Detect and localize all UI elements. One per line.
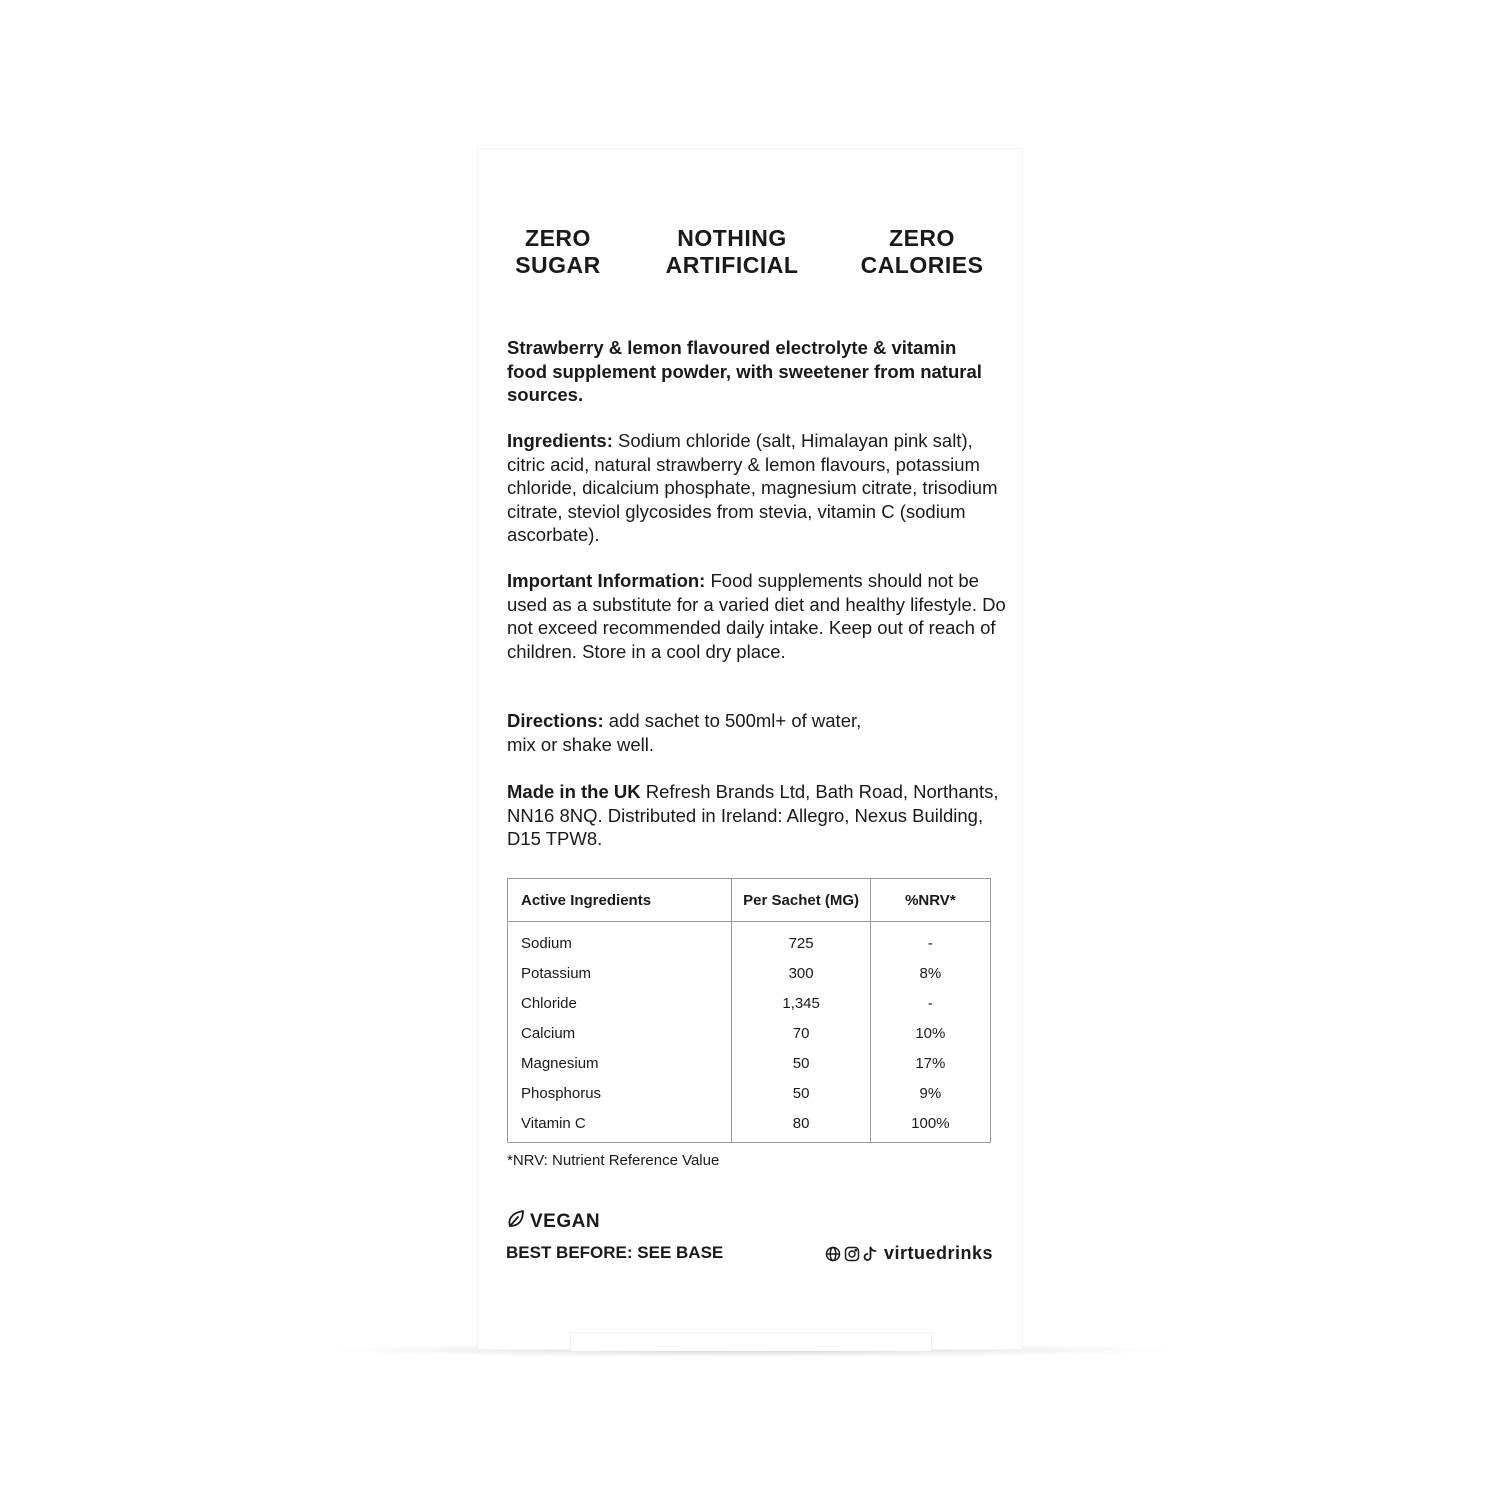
nrv-footnote: *NRV: Nutrient Reference Value — [507, 1152, 720, 1169]
nrv-value: 10% — [870, 1018, 990, 1048]
per-sachet-value: 300 — [732, 958, 870, 988]
table-row — [508, 958, 991, 988]
table-row — [508, 922, 991, 959]
globe-icon — [825, 1246, 841, 1262]
nrv-value: - — [870, 988, 990, 1018]
ingredients-text: Ingredients: Sodium chloride (salt, Himalayan pink salt), citric acid, natural strawberry & lemon flavours, potassium chloride, dicalcium phosphate, magnesium citrate, trisodium citrate, steviol glycosides from stevia, vitamin C (sodium ascorbate). — [507, 430, 998, 545]
per-sachet-value: 50 — [732, 1078, 870, 1108]
per-sachet-value: 80 — [732, 1108, 870, 1143]
vegan-label: VEGAN — [530, 1211, 601, 1232]
table-row — [508, 1018, 991, 1048]
package-tab — [570, 1332, 932, 1351]
nrv-value: 100% — [870, 1108, 990, 1143]
header-active-ingredients: Active Ingredients — [508, 879, 732, 922]
product-description: Strawberry & lemon flavoured electrolyte & vitamin food supplement powder, with sweetener from natural sources. — [507, 337, 982, 405]
header-per-sachet: Per Sachet (MG) — [732, 879, 870, 922]
per-sachet-value: 1,345 — [732, 988, 870, 1018]
leaf-icon — [507, 1209, 525, 1235]
ingredient-name: Vitamin C — [508, 1108, 732, 1143]
ingredient-name: Phosphorus — [508, 1078, 732, 1108]
claim-zero-calories: ZERO CALORIES — [860, 225, 984, 278]
claim-nothing-artificial: NOTHING ARTIFICIAL — [665, 225, 799, 278]
claim-zero-sugar: ZERO SUGAR — [515, 225, 601, 278]
important-label: Important Information: — [507, 570, 706, 591]
ingredient-name: Chloride — [508, 988, 732, 1018]
important-information-text: Important Information: Food supplements should not be used as a substitute for a varied diet and healthy lifestyle. Do not exceed recommended daily intake. Keep out of reach of children. Store in a cool dry place. — [507, 570, 1006, 662]
per-sachet-value: 725 — [732, 922, 870, 959]
nrv-value: 9% — [870, 1078, 990, 1108]
tiktok-icon — [863, 1246, 877, 1262]
table-row — [508, 988, 991, 1018]
nrv-value: 17% — [870, 1048, 990, 1078]
table-row — [508, 1078, 991, 1108]
ingredient-name: Magnesium — [508, 1048, 732, 1078]
ingredient-name: Potassium — [508, 958, 732, 988]
table-row — [508, 1048, 991, 1078]
nrv-value: 8% — [870, 958, 990, 988]
header-nrv: %NRV* — [870, 879, 990, 922]
best-before-text: BEST BEFORE: SEE BASE — [506, 1243, 724, 1262]
social-handle: virtuedrinks — [883, 1243, 993, 1263]
active-ingredients-table — [507, 878, 991, 1143]
per-sachet-value: 50 — [732, 1048, 870, 1078]
made-in-label: Made in the UK — [507, 781, 641, 802]
ingredients-label: Ingredients: — [507, 430, 613, 451]
ingredient-name: Sodium — [508, 922, 732, 959]
ingredient-name: Calcium — [508, 1018, 732, 1048]
per-sachet-value: 70 — [732, 1018, 870, 1048]
nrv-value: - — [870, 922, 990, 959]
vegan-badge — [507, 1209, 600, 1235]
table-header-row — [508, 879, 991, 922]
social-handle-group — [825, 1243, 993, 1264]
directions-label: Directions: — [507, 710, 604, 731]
instagram-icon — [844, 1246, 860, 1262]
table-row — [508, 1108, 991, 1143]
manufacturer-text: Made in the UK Refresh Brands Ltd, Bath Road, Northants, NN16 8NQ. Distributed in Ireland: Allegro, Nexus Building, D15 TPW8. — [507, 781, 999, 849]
directions-text: Directions: add sachet to 500ml+ of water, mix or shake well. — [507, 710, 862, 755]
